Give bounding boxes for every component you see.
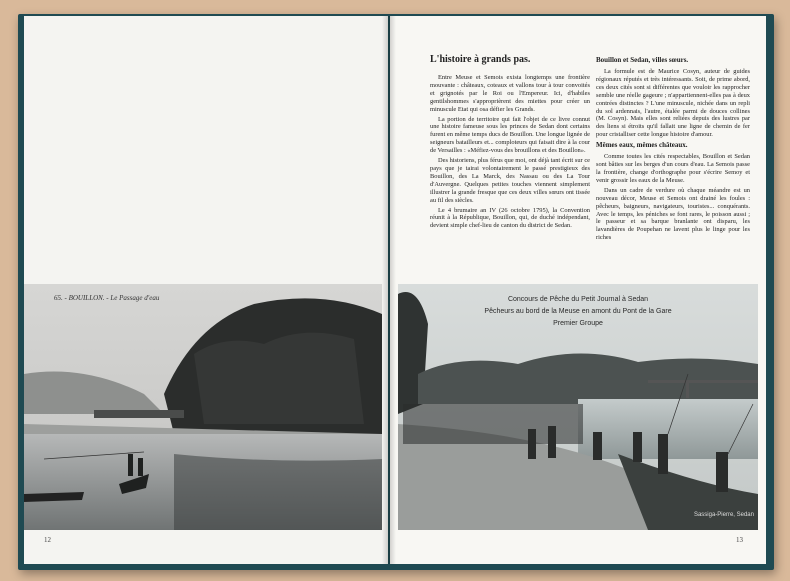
photo-caption-line-1: Concours de Pêche du Petit Journal à Sedan [507,296,649,303]
paragraph: La portion de territoire qui fait l'objet de ce livre connut une histoire fameuse sous les princes de Sedan dont certains furent en même temps ducs de Bouillon. Une longue lignée de seigneurs batailleurs et... comploteurs qui faisait dire à la cour de Versailles : «Méfiez-vous des brouillons et des Bouillon». [430,115,590,155]
text-column-1 [430,54,590,232]
paragraph: Des historiens, plus férus que moi, ont déjà tant écrit sur ce pays que je tairai volontairement le passé prestigieux des Bouillon, des La Marck, des Nassau ou des La Tour d'Auvergne. Quelques petites touches viennent simplement illustrer la grande fresque que ces deux villes sœurs ont tissée au fil des siècles. [430,157,590,204]
photo-image [24,284,382,530]
photo-caption-line-3: Premier Groupe [553,320,603,327]
photo-bouillon-ferry [24,284,382,530]
paragraph: Dans un cadre de verdure où chaque méandre est un nouveau décor, Meuse et Semois ont drainé les foules : pêcheurs, baigneurs, navigateurs, touristes... conquérants. Avec le temps, les péniches se font rares, le poisson aussi ; le passeur et sa barque branlante ont disparu, les lavandières de Poupehan ne lavent plus le linge pour les riches [596,186,750,242]
paragraph: La formule est de Maurice Cosyn, auteur de guides régionaux réputés et très intéressants. Soit, de prime abord, ces deux cités sont si différentes que vouloir les rapprocher semble une réelle gageure ; n'appartiennent-elles pas à deux contrées distinctes ? L'une minuscule, nichée dans un repli du sol ardennais, l'autre, étalée parmi de douces collines (M. Cosyn). Mais elles sont reliées depuis des lustres par des liens si étroits qu'il fallait une ligne de chemin de fer pour cristalliser cette longue histoire d'amour. [596,68,750,139]
paragraph: Entre Meuse et Semois exista longtemps une frontière mouvante : châteaux, coteaux et vallons tour à tour convoités et grignotés par le Roi ou l'Empereur. Ici, d'habiles gentilshommes s'approprièrent des miettes pour créer un minuscule Etat qui osa défier les Grands. [430,74,590,113]
page-number-right: 13 [736,536,743,544]
photo-caption-line-2: Pêcheurs au bord de la Meuse en amont du Pont de la Gare [484,308,672,315]
text-column-2 [596,54,750,244]
photo-credit: Sassiga-Pierre, Sedan [693,512,754,518]
paragraph: Le 4 brumaire an IV (26 octobre 1795), la Convention réunit à la République, Bouillon, qui, de duché indépendant, devient simple chef-lieu de canton du district de Sedan. [430,206,590,230]
page-number-left: 12 [44,536,51,544]
paragraph: Comme toutes les cités respectables, Bouillon et Sedan sont bâties sur les berges d'un cours d'eau. La Semois passe la frontière, change d'orthographe pour s'écrire Semoy et venir grossir les eaux de la Meuse. [596,153,750,184]
photo-fishing-contest [398,284,758,530]
page-title: L'histoire à grands pas. [430,54,531,65]
section-heading: Mêmes eaux, mêmes châteaux. [596,141,688,150]
photo-caption: 65. - BOUILLON. - Le Passage d'eau [54,294,160,302]
section-heading: Bouillon et Sedan, villes sœurs. [596,56,689,64]
book-spine [382,16,396,564]
